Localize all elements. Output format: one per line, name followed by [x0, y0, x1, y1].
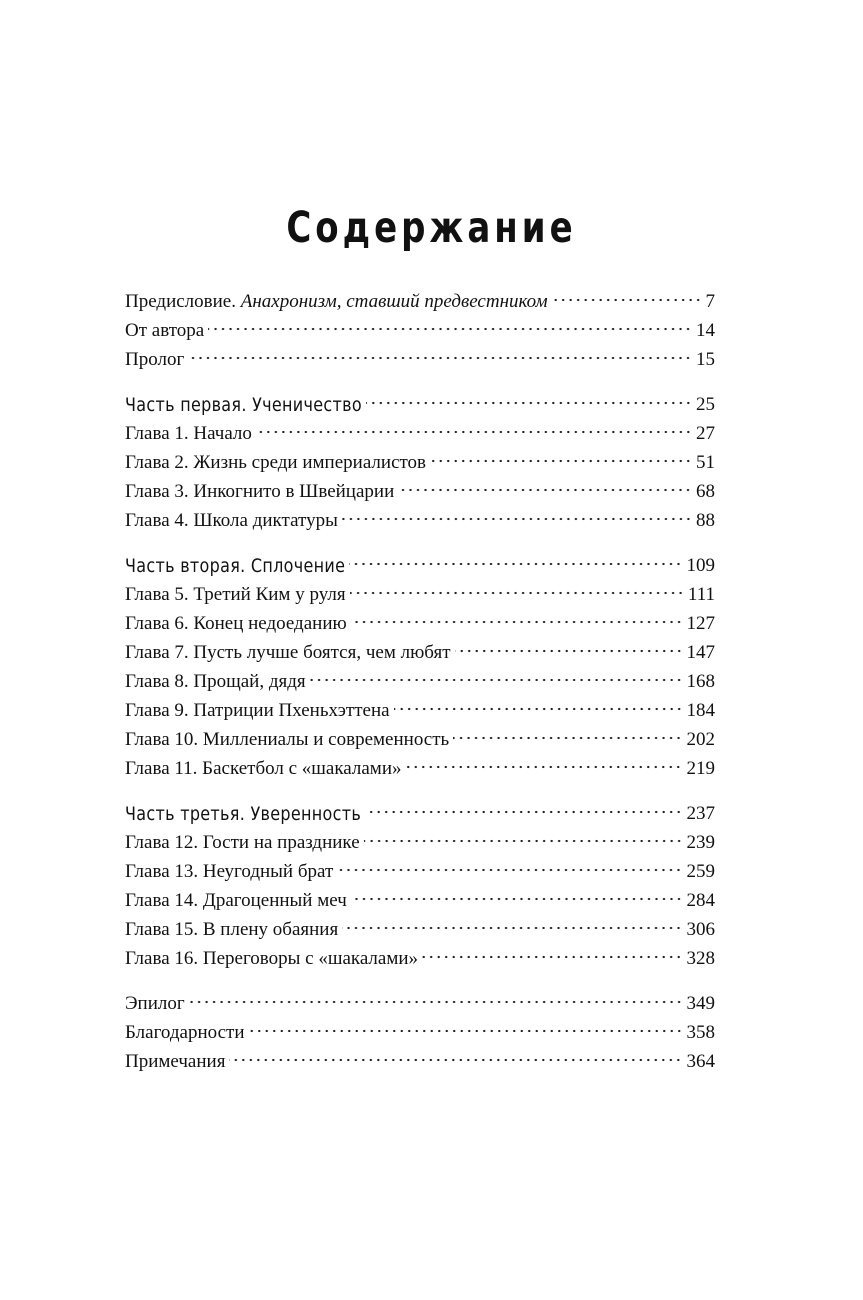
toc-entry-chapter: [125, 725, 715, 754]
toc-entry-label: Глава 14. Драгоценный меч: [125, 890, 347, 911]
toc-entry-label: Глава 5. Третий Ким у руля: [125, 584, 346, 605]
toc-page-number: 202: [686, 729, 715, 750]
toc-entry-label: Благодарности: [125, 1022, 245, 1043]
toc-entry-label: Примечания: [125, 1051, 226, 1072]
toc-page-number: 127: [686, 613, 715, 634]
dot-leader: [455, 649, 683, 653]
toc-entry-chapter: [125, 477, 715, 506]
toc-page-number: 25: [696, 394, 715, 415]
toc-entry-chapter: [125, 580, 715, 609]
toc-entry-label: Пролог: [125, 349, 185, 370]
toc-entry-chapter: [125, 638, 715, 667]
toc-page-number: 184: [686, 700, 715, 721]
toc-entry-label: Эпилог: [125, 993, 185, 1014]
toc-page-number: 88: [696, 510, 715, 531]
dot-leader: [398, 488, 692, 492]
toc-entry-chapter: [125, 915, 715, 944]
toc-page-number: 364: [686, 1051, 715, 1072]
toc-entry-chapter: [125, 506, 715, 535]
dot-leader: [249, 1029, 683, 1033]
toc-page-number: 239: [686, 832, 715, 853]
toc-entry-label: Глава 12. Гости на празднике: [125, 832, 360, 853]
dot-leader: [310, 678, 683, 682]
toc-part-label: Часть третья. Уверенность: [125, 802, 362, 825]
dot-leader: [342, 926, 682, 930]
toc-page-number: 358: [686, 1022, 715, 1043]
toc-page-number: 111: [687, 584, 715, 605]
toc-page-number: 219: [686, 758, 715, 779]
toc-page-number: 109: [686, 555, 715, 576]
toc-entry-label: От автора: [125, 320, 205, 341]
dot-leader: [364, 839, 683, 843]
toc-page-number: 147: [686, 642, 715, 663]
toc-entry-epilogue: [125, 989, 715, 1018]
dot-leader: [351, 897, 683, 901]
toc-page-number: 7: [705, 291, 715, 312]
toc-entry-chapter: [125, 886, 715, 915]
toc-entry-label: Глава 4. Школа диктатуры: [125, 510, 338, 531]
toc-entry-label: Глава 13. Неугодный брат: [125, 861, 334, 882]
dot-leader: [229, 1058, 682, 1062]
toc-page-number: 15: [696, 349, 715, 370]
dot-leader: [256, 430, 692, 434]
dot-leader: [453, 736, 682, 740]
toc-page-number: 14: [696, 320, 715, 341]
toc-entry-author-note: [125, 316, 715, 345]
toc-entry-chapter: [125, 667, 715, 696]
dot-leader: [349, 562, 682, 566]
dot-leader: [342, 517, 692, 521]
toc-entry-chapter: [125, 448, 715, 477]
toc-entry-label: Глава 1. Начало: [125, 423, 252, 444]
toc-entry-prologue: [125, 345, 715, 374]
toc-part-label: Часть вторая. Сплочение: [125, 554, 346, 577]
toc-entry-label: Предисловие. Анахронизм, ставший предвестником: [125, 291, 548, 312]
toc-entry-chapter: [125, 419, 715, 448]
toc-page-number: 284: [686, 890, 715, 911]
toc-entry-label: Глава 3. Инкогнито в Швейцарии: [125, 481, 395, 502]
toc-page-number: 168: [686, 671, 715, 692]
toc-page-number: 306: [686, 919, 715, 940]
toc-entry-label: Глава 11. Баскетбол с «шакалами»: [125, 758, 402, 779]
dot-leader: [552, 298, 702, 302]
dot-leader: [394, 707, 683, 711]
toc-part-heading: [125, 390, 715, 419]
toc-entry-label: Глава 2. Жизнь среди империалистов: [125, 452, 427, 473]
dot-leader: [189, 1000, 683, 1004]
toc-entry-label: Глава 9. Патриции Пхеньхэттена: [125, 700, 390, 721]
toc-part-heading: [125, 551, 715, 580]
toc-entry-chapter: [125, 944, 715, 973]
toc-page-number: 328: [686, 948, 715, 969]
toc-entry-notes: [125, 1047, 715, 1076]
toc-page-number: 259: [686, 861, 715, 882]
toc-entry-chapter: [125, 609, 715, 638]
toc-entry-label: Глава 6. Конец недоеданию: [125, 613, 347, 634]
dot-leader: [350, 591, 684, 595]
dot-leader: [422, 955, 682, 959]
toc-page-number: 27: [696, 423, 715, 444]
dot-leader: [188, 356, 692, 360]
toc-entry-preface: [125, 287, 715, 316]
dot-leader: [366, 401, 692, 405]
toc-entry-label: Глава 10. Миллениалы и современность: [125, 729, 450, 750]
toc-page-number: 349: [686, 993, 715, 1014]
toc-entry-label: Глава 16. Переговоры с «шакалами»: [125, 948, 419, 969]
table-of-contents: [125, 287, 715, 1076]
page-title: Содержание: [286, 202, 577, 253]
toc-entry-chapter: [125, 857, 715, 886]
toc-entry-chapter: [125, 754, 715, 783]
dot-leader: [337, 868, 682, 872]
toc-entry-chapter: [125, 696, 715, 725]
dot-leader: [351, 620, 683, 624]
toc-entry-label: Глава 8. Прощай, дядя: [125, 671, 306, 692]
toc-part-heading: [125, 799, 715, 828]
toc-entry-chapter: [125, 828, 715, 857]
toc-page-number: 68: [696, 481, 715, 502]
dot-leader: [208, 327, 692, 331]
toc-page-number: 51: [696, 452, 715, 473]
dot-leader: [365, 810, 682, 814]
toc-part-label: Часть первая. Ученичество: [125, 393, 362, 416]
toc-entry-acknowledgements: [125, 1018, 715, 1047]
dot-leader: [430, 459, 692, 463]
toc-entry-label: Глава 7. Пусть лучше боятся, чем любят: [125, 642, 451, 663]
toc-page-number: 237: [686, 803, 715, 824]
toc-entry-label: Глава 15. В плену обаяния: [125, 919, 339, 940]
dot-leader: [405, 765, 682, 769]
